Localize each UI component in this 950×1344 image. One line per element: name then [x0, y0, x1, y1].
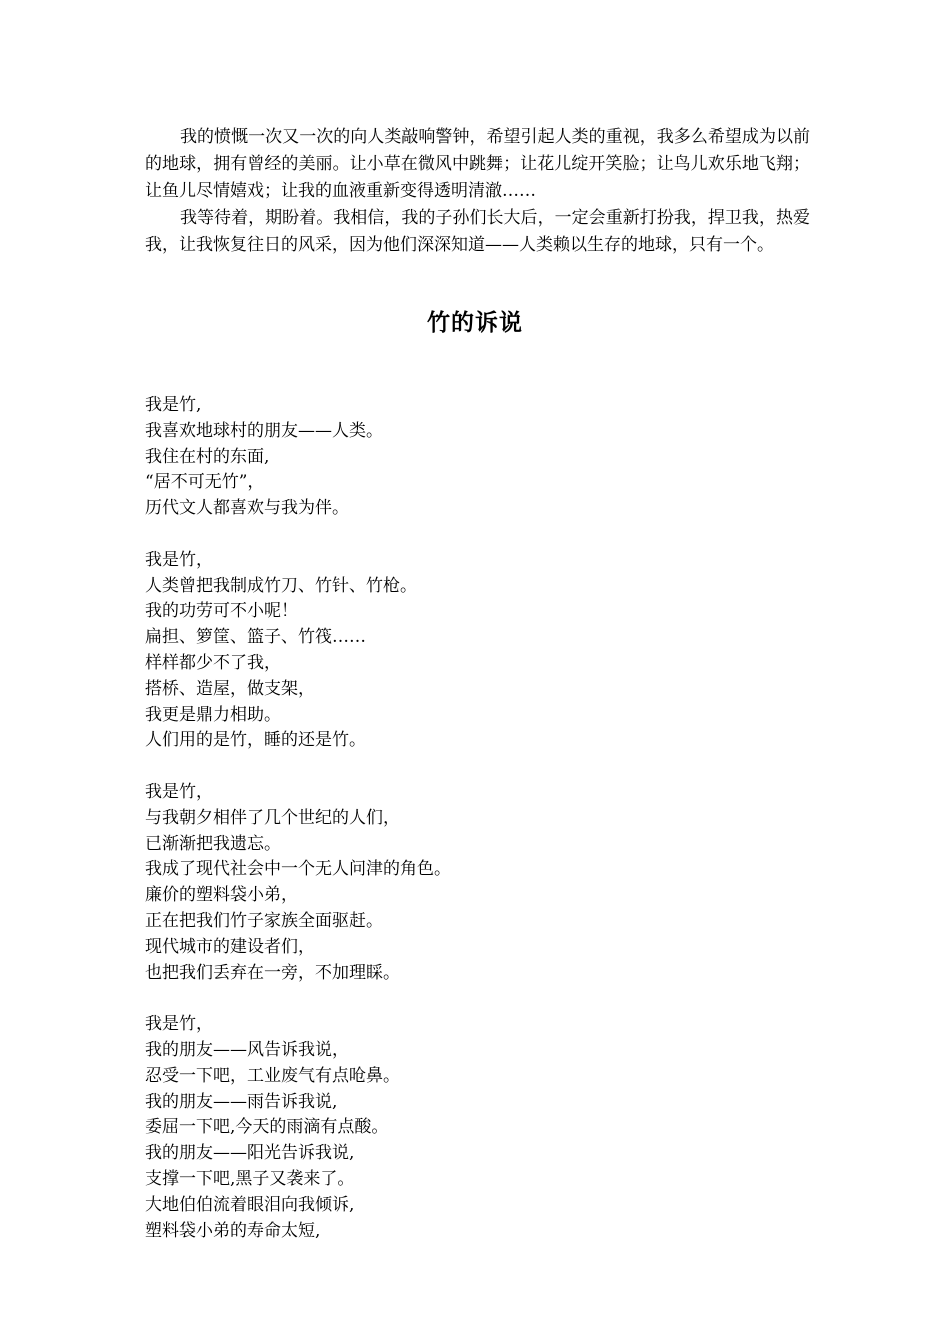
poem-line: 廉价的塑料袋小弟，	[145, 885, 298, 906]
poem-line: 现代城市的建设者们，	[145, 936, 315, 957]
poem-line: 样样都少不了我，	[145, 652, 281, 673]
poem-line: 我是竹，	[145, 781, 213, 802]
poem-line: 大地伯伯流着眼泪向我倾诉,	[145, 1194, 355, 1215]
poem-line: 我的朋友——阳光告诉我说,	[145, 1143, 355, 1164]
intro-paragraph: 我等待着，期盼着。我相信，我的子孙们长大后，一定会重新打扮我，捍卫我，热爱我，让我恢复往日的风采，因为他们深深知道——人类赖以生存的地球，只有一个。	[145, 208, 810, 255]
poem-line: 忍受一下吧，工业废气有点呛鼻。	[145, 1065, 400, 1086]
poem-line: 我的朋友——风告诉我说，	[145, 1039, 349, 1060]
intro-paragraph: 我的愤慨一次又一次的向人类敲响警钟，希望引起人类的重视，我多么希望成为以前的地球，拥有曾经的美丽。让小草在微风中跳舞；让花儿绽开笑脸；让鸟儿欢乐地飞翔；让鱼儿尽情嬉戏；让我的血液重新变得透明清澈……	[145, 127, 810, 201]
poem-line: 我更是鼎力相助。	[145, 704, 281, 725]
intro-section	[145, 124, 810, 259]
poem-line: 我是竹,	[145, 395, 202, 415]
poem-body	[145, 393, 810, 1270]
poem-line: 我的功劳可不小呢！	[145, 601, 298, 622]
poem-line: 支撑一下吧,黑子又袭来了。	[145, 1168, 355, 1189]
poem-line: 我是竹，	[145, 549, 213, 570]
poem-line: 人们用的是竹，睡的还是竹。	[145, 730, 366, 751]
poem-stanza	[145, 1012, 810, 1244]
poem-line: 我住在村的东面,	[145, 446, 270, 467]
poem-line: 我成了现代社会中一个无人问津的角色。	[145, 859, 451, 880]
poem-line: “居不可无竹”，	[145, 472, 265, 493]
poem-stanza	[145, 780, 810, 986]
poem-stanza	[145, 548, 810, 754]
poem-line: 已渐渐把我遗忘。	[145, 833, 281, 854]
poem-line: 我喜欢地球村的朋友——人类。	[145, 420, 383, 441]
poem-line: 历代文人都喜欢与我为伴。	[145, 498, 349, 519]
poem-line: 搭桥、造屋，做支架，	[145, 678, 315, 699]
poem-line: 塑料袋小弟的寿命太短,	[145, 1220, 321, 1241]
poem-line: 与我朝夕相伴了几个世纪的人们，	[145, 807, 400, 828]
poem-line: 我的朋友——雨告诉我说,	[145, 1091, 338, 1112]
poem-line: 人类曾把我制成竹刀、竹针、竹枪。	[145, 575, 417, 596]
poem-line: 我是竹，	[145, 1014, 213, 1035]
poem-line: 扁担、箩筐、篮子、竹筏……	[145, 627, 366, 648]
poem-stanza	[145, 393, 810, 522]
poem-line: 委屈一下吧,今天的雨滴有点酸。	[145, 1117, 389, 1138]
poem-line: 正在把我们竹子家族全面驱赶。	[145, 910, 383, 931]
poem-title: 竹的诉说	[427, 309, 523, 336]
poem-line: 也把我们丢弃在一旁，不加理睬。	[145, 962, 400, 983]
